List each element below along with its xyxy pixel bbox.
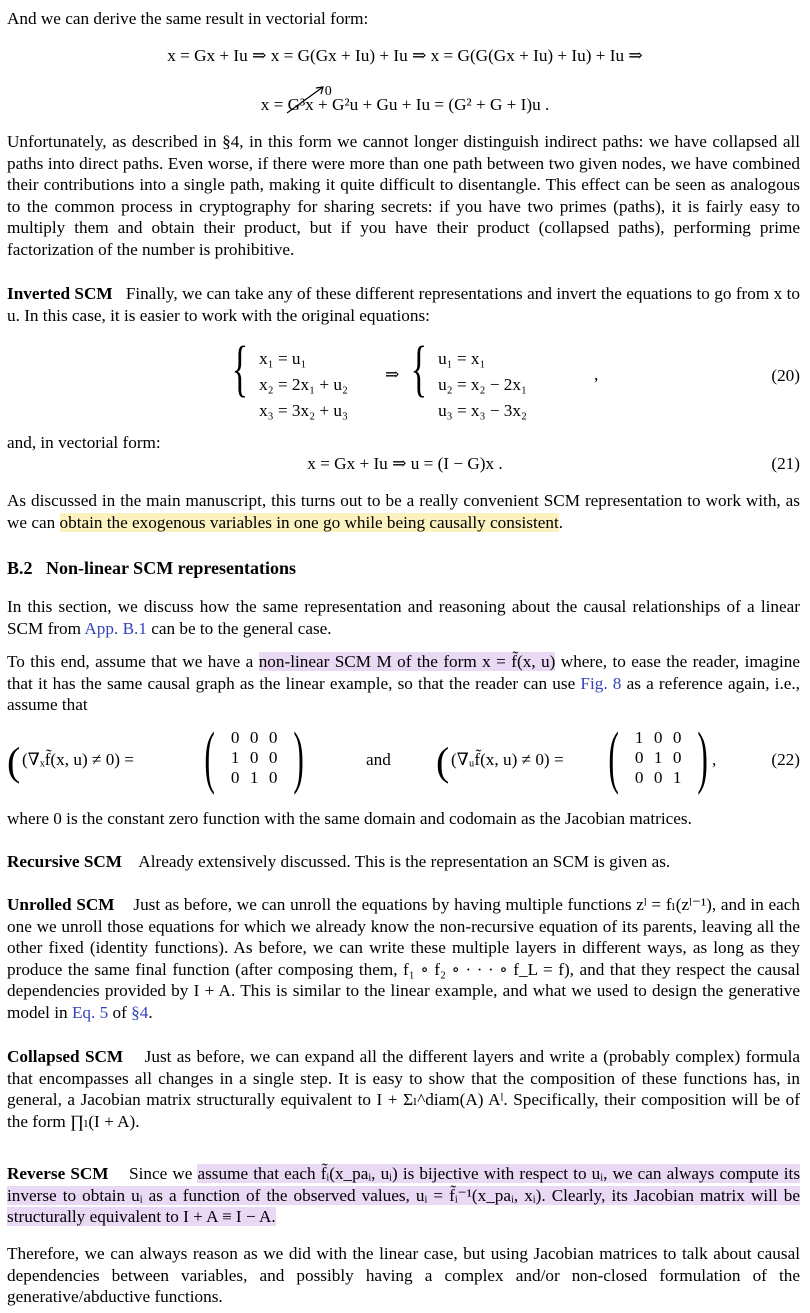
matrix-cell: 0 bbox=[249, 748, 259, 767]
unrolled-scm-heading: Unrolled SCM bbox=[7, 895, 115, 914]
reverse-scm-heading: Reverse SCM bbox=[7, 1164, 109, 1183]
open-paren-icon: ( bbox=[436, 739, 450, 784]
open-paren-icon: ( bbox=[7, 739, 21, 784]
paragraph-unrolled-scm bbox=[7, 894, 800, 1023]
recursive-scm-text: Already extensively discussed. This is the representation an SCM is given as. bbox=[138, 852, 671, 871]
matrix-cell: 0 bbox=[634, 768, 644, 787]
matrix-cell: 0 bbox=[672, 748, 682, 767]
recursive-scm-heading: Recursive SCM bbox=[7, 852, 123, 871]
system-left bbox=[259, 346, 348, 424]
equation-22 bbox=[0, 719, 810, 798]
equation-unroll-line2 bbox=[0, 84, 810, 117]
matrix-cell: 1 bbox=[672, 768, 682, 787]
system-right-row: u₁ = x₁ bbox=[438, 349, 486, 369]
link-section-4[interactable]: §4 bbox=[131, 1002, 149, 1022]
unrolled-mid: of bbox=[108, 1002, 132, 1022]
implies-arrow: ⇒ bbox=[385, 365, 400, 384]
inverted-scm-heading: Inverted SCM bbox=[7, 284, 113, 303]
paragraph-section-intro bbox=[7, 596, 800, 639]
equation-number-22: (22) bbox=[771, 750, 800, 769]
unrolled-period: . bbox=[148, 1002, 153, 1022]
system-left-row: x₂ = 2x₁ + u₂ bbox=[259, 375, 348, 395]
matrix-open-paren-icon: ( bbox=[608, 719, 619, 796]
inverted-scm-text: Finally, we can take any of these different representations and invert the equations to go from x to u. In this case, it is easier to work with the original equations: bbox=[7, 284, 801, 325]
system-right-row: u₂ = x₂ − 2x₁ bbox=[438, 375, 527, 395]
link-app-b1[interactable]: App. B.1 bbox=[84, 618, 147, 638]
matrix-cell: 1 bbox=[230, 748, 240, 767]
paragraph-inverted-scm bbox=[7, 283, 800, 326]
matrix-cell: 0 bbox=[634, 748, 644, 767]
matrix-cell: 1 bbox=[634, 728, 644, 747]
toend-text: To this end, assume that we have a bbox=[7, 652, 259, 671]
matrix-cell: 0 bbox=[268, 768, 278, 787]
paragraph-unfortunately: Unfortunately, as described in §4, in this form we cannot longer distinguish indirect paths: we have collapsed all paths into direct paths. Even worse, if there were more than one path between two given nodes, we have combined their contributions into a single path, making it quite difficult to disentangle. This effect can be seen as analogous to the common process in cryptography for sharing secrets: if you have two primes (paths), it is fairly easy to multiply them and obtain their product, but if you have their product (collapsed paths), performing prime factorization of the number is prohibitive. bbox=[7, 132, 800, 259]
matrix-cell: 0 bbox=[230, 768, 240, 787]
section-intro-text: In this section, we discuss how the same representation and reasoning about the causal relationships of a linear SCM from bbox=[7, 597, 800, 638]
matrix-cell: 0 bbox=[653, 768, 663, 787]
equation-unroll-line1: x = Gx + Iu ⇒ x = G(Gx + Iu) + Iu ⇒ x = G(G(Gx + Iu) + Iu) + Iu ⇒ bbox=[167, 46, 643, 65]
section-intro-text-end: can be to the general case. bbox=[146, 618, 332, 638]
paragraph-therefore: Therefore, we can always reason as we did with the linear case, but using Jacobian matrices to talk about causal dependencies between variables, and possibly having a complex and/or non-closed formulation of the generative/abductive functions. bbox=[7, 1244, 800, 1306]
and-word: and bbox=[366, 750, 391, 769]
jacobian-u-label: (∇ᵤf̃(x, u) ≠ 0) = bbox=[451, 750, 564, 769]
matrix-a bbox=[226, 728, 283, 788]
paragraph-collapsed-scm bbox=[7, 1046, 800, 1132]
unrolled-scm-text: Just as before, we can unroll the equations by having multiple functions zˡ = fₗ(zˡ⁻¹), and in each one we unroll those equations for which we already know the non-recursive equation of its parents, leaving all the other fixed (identity functions). As before, we can write these multiple layers in different ways, as long as they produce the same final function (after composing them, f₁ ∘ f₂ ∘ · · · ∘ f_L = f), and that they respect the causal dependencies provided by I + A. This is similar to the linear example, and what we used to design the generative model in bbox=[7, 895, 800, 1022]
paragraph-to-this-end bbox=[7, 651, 800, 716]
left-brace-icon: { bbox=[231, 335, 249, 403]
paragraph-reverse-scm bbox=[7, 1163, 800, 1228]
matrix-b bbox=[630, 728, 687, 788]
equation-unroll-line2-text: x = G³x + G²u + Gu + Iu = (G² + G + I)u . bbox=[260, 95, 550, 114]
matrix-open-paren-icon: ( bbox=[204, 719, 215, 796]
jacobian-x-label: (∇ₓf̃(x, u) ≠ 0) = bbox=[22, 750, 134, 769]
discussed-period: . bbox=[558, 512, 564, 532]
paragraph-where: where 0 is the constant zero function with the same domain and codomain as the Jacobian matrices. bbox=[7, 809, 692, 828]
intro-line: And we can derive the same result in vectorial form: bbox=[7, 9, 369, 28]
collapsed-scm-text: Just as before, we can expand all the different layers and write a (probably complex) formula that encompasses all changes in a single step. It is easy to show that the composition of these functions has, in general, a Jacobian matrix structurally equivalent to I + Σₗ^diam(A) Aˡ. Specifically, their composition will be of the form ∏ₗ(I + A). bbox=[7, 1047, 800, 1131]
toend-text-end: as a reference again, i.e., assume that bbox=[7, 673, 800, 714]
matrix-cell: 0 bbox=[230, 728, 240, 747]
equation-22-comma: , bbox=[712, 750, 717, 769]
matrix-cell: 0 bbox=[672, 728, 682, 747]
equation-21: x = Gx + Iu ⇒ u = (I − G)x . bbox=[307, 454, 503, 473]
matrix-cell: 0 bbox=[268, 748, 278, 767]
system-right bbox=[438, 346, 527, 424]
paragraph-recursive-scm bbox=[7, 851, 800, 873]
toend-text-mid: where, to ease the reader, imagine that it has the same causal graph as the linear example, so that the reader can use bbox=[7, 652, 801, 693]
paragraph-discussed bbox=[7, 490, 800, 533]
link-fig-8[interactable]: Fig. 8 bbox=[580, 673, 622, 693]
system-left-row: x₁ = u₁ bbox=[259, 349, 307, 369]
equation-number-20: (20) bbox=[771, 366, 800, 385]
matrix-cell: 0 bbox=[653, 728, 663, 747]
equation-20-comma: , bbox=[594, 365, 599, 384]
highlight-bijective: assume that each f̃ᵢ(x_paᵢ, uᵢ) is bijective with respect to uᵢ, we can always compute its inverse to obtain uᵢ as a function of the observed values, uᵢ = f̃ᵢ⁻¹(x_paᵢ, xᵢ). Clearly, its Jacobian matrix will be structurally equivalent to I + A ≡ I − A. bbox=[7, 1164, 801, 1226]
collapsed-scm-heading: Collapsed SCM bbox=[7, 1047, 124, 1066]
matrix-cell: 0 bbox=[249, 728, 259, 747]
link-eq-5[interactable]: Eq. 5 bbox=[71, 1002, 109, 1022]
matrix-cell: 1 bbox=[653, 748, 663, 767]
vectorial-intro: and, in vectorial form: bbox=[7, 433, 161, 452]
system-left-row: x₃ = 3x₂ + u₃ bbox=[259, 401, 348, 421]
cancelled-term-zero: 0 bbox=[324, 84, 332, 99]
highlight-exogenous: obtain the exogenous variables in one go while being causally consistent bbox=[59, 512, 559, 532]
section-number: B.2 bbox=[7, 558, 33, 578]
right-brace-icon: { bbox=[410, 335, 428, 403]
highlight-nonlinear-scm: non-linear SCM M of the form x = f̃(x, u) bbox=[258, 652, 556, 671]
discussed-text: As discussed in the main manuscript, this turns out to be a really convenient SCM representation to work with, as we can bbox=[7, 491, 800, 532]
reverse-scm-text: Since we bbox=[129, 1164, 198, 1183]
matrix-close-paren-icon: ) bbox=[697, 719, 708, 796]
cancel-arrow-icon bbox=[283, 85, 331, 115]
equation-number-21: (21) bbox=[771, 454, 800, 473]
matrix-cell: 0 bbox=[268, 728, 278, 747]
section-title: Non-linear SCM representations bbox=[46, 558, 297, 578]
equation-20 bbox=[0, 335, 810, 421]
matrix-close-paren-icon: ) bbox=[293, 719, 304, 796]
matrix-cell: 1 bbox=[249, 768, 259, 787]
section-heading bbox=[7, 557, 800, 579]
system-right-row: u₃ = x₃ − 3x₂ bbox=[438, 401, 527, 421]
